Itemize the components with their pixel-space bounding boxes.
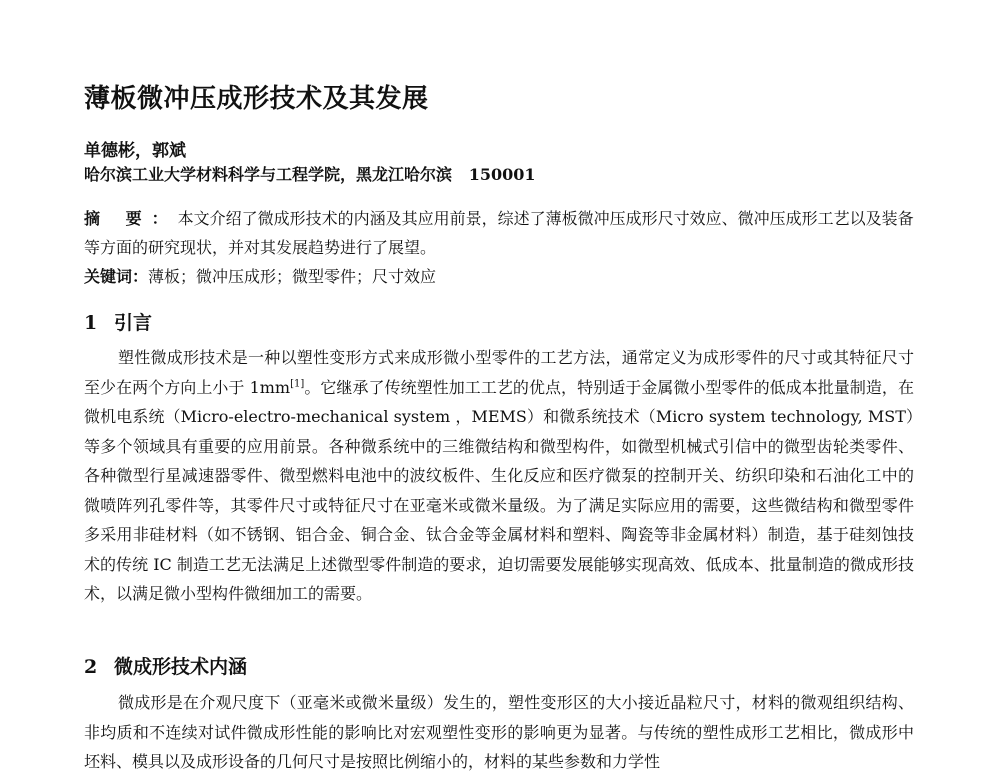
- section-title: 引言: [114, 312, 153, 334]
- keywords: [84, 264, 436, 287]
- section-title: 微成形技术内涵: [114, 656, 248, 678]
- abstract-label: 摘 要：: [84, 209, 178, 228]
- section-number: 1: [84, 312, 98, 334]
- abstract: [84, 204, 914, 262]
- introduction-paragraph: [84, 343, 914, 609]
- abstract-text: 本文介绍了微成形技术的内涵及其应用前景，综述了薄板微冲压成形尺寸效应、微冲压成形工艺以及装备等方面的研究现状，并对其发展趋势进行了展望。: [84, 209, 914, 257]
- section-heading-microforming-connotation: [84, 652, 247, 679]
- paragraph-text: 塑性微成形技术是一种以塑性变形方式来成形微小型零件的工艺方法，通常定义为成形零件的尺寸或其特征尺寸至少在两个方向上小于 1mm: [84, 348, 914, 397]
- keywords-text: 薄板；微冲压成形；微型零件；尺寸效应: [148, 267, 437, 286]
- microforming-paragraph: 微成形是在介观尺度下（亚毫米或微米量级）发生的，塑性变形区的大小接近晶粒尺寸，材料的微观组织结构、非均质和不连续对试件微成形性能的影响比对宏观塑性变形的影响更为显著。与传统的塑性成形工艺相比，微成形中坯料、模具以及成形设备的几何尺寸是按照比例缩小的，材料的某些参数和力学性: [84, 693, 914, 771]
- author-affiliation: 哈尔滨工业大学材料科学与工程学院，黑龙江哈尔滨 150001: [84, 165, 536, 184]
- paper-title: 薄板微冲压成形技术及其发展: [84, 84, 429, 114]
- section-heading-introduction: [84, 308, 152, 335]
- citation-reference[interactable]: [1]: [290, 378, 305, 390]
- paragraph-text-continued: 。它继承了传统塑性加工工艺的优点，特别适于金属微小型零件的低成本批量制造，在微机电系统（Micro-electro-mechanical system ，MEMS）和微系统技术（Micro system technology, MST）等多个领域具有重要的应用前景。各种微系统中的三维微结构和微型构件，如微型机械式引信中的微型齿轮类零件、各种微型行星减速器零件、微型燃料电池中的波纹板件、生化反应和医疗微泵的控制开关、纺织印染和石油化工中的微喷阵列孔零件等，其零件尺寸或特征尺寸在亚毫米或微米量级。为了满足实际应用的需要，这些微结构和微型零件多采用非硅材料（如不锈钢、铝合金、铜合金、钛合金等金属材料和塑料、陶瓷等非金属材料）制造，基于硅刻蚀技术的传统 IC 制造工艺无法满足上述微型零件制造的要求，迫切需要发展能够实现高效、低成本、批量制造的微成形技术，以满足微小型构件微细加工的需要。: [84, 377, 914, 603]
- author-list: 单德彬，郭斌: [84, 141, 186, 161]
- keywords-label: 关键词：: [84, 267, 149, 286]
- section-number: 2: [84, 656, 98, 678]
